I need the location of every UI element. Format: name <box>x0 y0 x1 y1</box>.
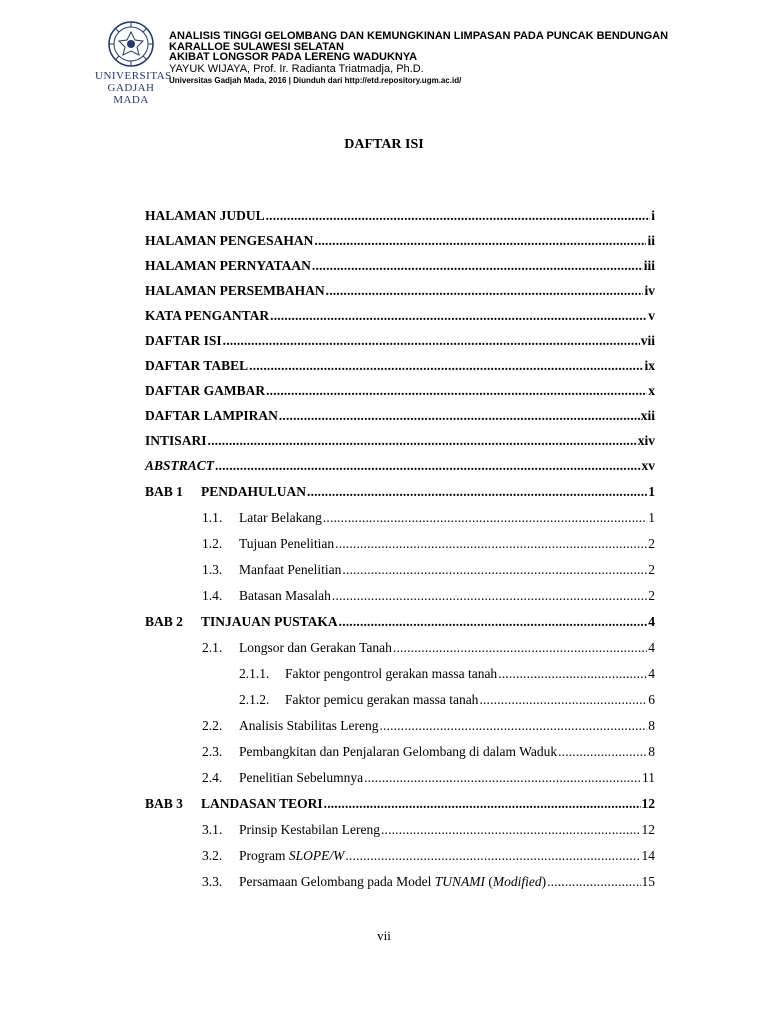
toc-label: Persamaan Gelombang pada Model <box>239 874 435 889</box>
toc-entry <box>145 308 655 324</box>
toc-section-number: 2.2. <box>202 718 223 733</box>
toc-chapter <box>145 614 655 630</box>
header-text <box>169 31 755 87</box>
header-title-line-2: KARALLOE SULAWESI SELATAN <box>169 40 344 53</box>
toc-entry <box>145 283 655 299</box>
toc-label: INTISARI <box>145 433 207 448</box>
toc-label: DAFTAR TABEL <box>145 358 249 373</box>
toc-label: PENDAHULUAN <box>201 484 307 499</box>
toc-page: 1 <box>648 484 655 499</box>
toc-leader <box>324 796 641 812</box>
toc-page: i <box>651 208 655 223</box>
toc-label: LANDASAN TEORI <box>201 796 323 811</box>
toc-label: Manfaat Penelitian <box>239 562 342 577</box>
toc-section-number: 2.4. <box>202 770 223 785</box>
toc-page: 4 <box>648 666 655 681</box>
toc-label: ABSTRACT <box>145 458 215 473</box>
toc-leader <box>215 458 640 474</box>
toc-label: HALAMAN JUDUL <box>145 208 265 223</box>
toc-page: xiv <box>637 433 655 448</box>
toc-page: 11 <box>642 770 655 785</box>
page-title: DAFTAR ISI <box>344 137 424 152</box>
toc-page: xv <box>641 458 655 473</box>
header-title-line-3: AKIBAT LONGSOR PADA LERENG WADUKNYA <box>169 51 418 63</box>
toc-leader <box>208 433 637 449</box>
toc-page: ix <box>644 358 655 373</box>
toc-label: Penelitian Sebelumnya <box>239 770 364 785</box>
toc-section-number: 1.4. <box>202 588 223 603</box>
toc-label: Latar Belakang <box>239 510 322 525</box>
toc-label: DAFTAR GAMBAR <box>145 383 266 398</box>
toc-section <box>202 848 655 864</box>
toc-leader <box>249 358 643 374</box>
toc-entry <box>145 458 655 474</box>
toc-section-number: 3.2. <box>202 848 223 863</box>
toc-section-number: 2.1. <box>202 640 223 655</box>
toc-chapter-number: BAB 2 <box>145 614 183 629</box>
toc-page: 12 <box>641 796 655 811</box>
toc-leader <box>498 666 647 682</box>
toc-chapter-number: BAB 1 <box>145 484 183 499</box>
toc-section-number: 3.3. <box>202 874 223 889</box>
toc-label: Faktor pengontrol gerakan massa tanah <box>285 666 498 681</box>
toc-section <box>202 562 655 578</box>
toc-page: 4 <box>648 640 655 655</box>
toc-leader <box>323 510 647 526</box>
toc-section <box>202 822 655 838</box>
toc-leader <box>381 822 641 838</box>
toc-leader <box>547 874 640 890</box>
toc-page: v <box>648 308 655 323</box>
toc-page: iii <box>643 258 655 273</box>
toc-label-paren-close: ) <box>541 874 547 889</box>
toc-label-italic: Modified <box>492 874 542 889</box>
toc-leader <box>332 588 647 604</box>
toc-page: 8 <box>648 744 655 759</box>
toc-entry <box>145 408 655 424</box>
toc-leader <box>312 258 643 274</box>
university-logo <box>95 20 172 106</box>
toc-page: 2 <box>648 588 655 603</box>
toc-label: HALAMAN PERSEMBAHAN <box>145 283 325 298</box>
toc-subsection-number: 2.1.1. <box>239 666 270 681</box>
toc-page: 2 <box>648 536 655 551</box>
toc-chapter-number: BAB 3 <box>145 796 183 811</box>
toc-subsection-number: 2.1.2. <box>239 692 270 707</box>
toc-label-paren-open: ( <box>484 874 493 889</box>
toc-leader <box>223 333 640 349</box>
toc-leader <box>379 718 647 734</box>
toc-leader <box>335 536 647 552</box>
toc-section-number: 1.2. <box>202 536 223 551</box>
toc-entry <box>145 333 655 349</box>
toc-leader <box>558 744 647 760</box>
toc-label: DAFTAR LAMPIRAN <box>145 408 278 423</box>
toc-leader <box>307 484 647 500</box>
toc-label: Tujuan Penelitian <box>239 536 335 551</box>
toc-leader <box>345 848 640 864</box>
toc-section-number: 2.3. <box>202 744 223 759</box>
toc-leader <box>479 692 647 708</box>
toc-chapter <box>145 484 655 500</box>
toc-leader <box>266 208 651 224</box>
toc-label: Pembangkitan dan Penjalaran Gelombang di dalam Waduk <box>239 744 558 759</box>
toc-entry <box>145 208 655 224</box>
toc-page: 2 <box>648 562 655 577</box>
toc-label: KATA PENGANTAR <box>145 308 270 323</box>
toc-leader <box>266 383 647 399</box>
toc-label: DAFTAR ISI <box>145 333 222 348</box>
toc-section-number: 1.1. <box>202 510 223 525</box>
toc-label: Prinsip Kestabilan Lereng <box>239 822 380 837</box>
document-header <box>95 20 755 106</box>
toc-page: xii <box>640 408 655 423</box>
toc-section <box>202 588 655 604</box>
toc-page: iv <box>644 283 655 298</box>
toc-section <box>202 718 655 734</box>
toc-page: 8 <box>648 718 655 733</box>
toc-leader <box>393 640 647 656</box>
toc-label: Analisis Stabilitas Lereng <box>239 718 379 733</box>
toc-page: 6 <box>648 692 655 707</box>
toc-leader <box>364 770 641 786</box>
toc-subsection <box>239 666 655 682</box>
toc-leader <box>314 233 646 249</box>
toc-label: Faktor pemicu gerakan massa tanah <box>285 692 479 707</box>
toc-page: 14 <box>641 848 655 863</box>
toc-entry <box>145 358 655 374</box>
ugm-seal-icon <box>107 20 155 68</box>
toc-page: vii <box>640 333 655 348</box>
toc-section <box>202 510 655 526</box>
toc-label: Program <box>239 848 289 863</box>
toc-label: TINJAUAN PUSTAKA <box>201 614 338 629</box>
header-title-line-1: ANALISIS TINGGI GELOMBANG DAN KEMUNGKINAN LIMPASAN PADA PUNCAK BENDUNGAN <box>169 30 669 42</box>
page-number: vii <box>377 928 391 943</box>
toc-leader <box>279 408 640 424</box>
toc-label-italic: SLOPE/W <box>288 848 345 863</box>
toc-page: 15 <box>641 874 655 889</box>
toc-leader <box>270 308 647 324</box>
toc-subsection <box>239 692 655 708</box>
header-authors: YAYUK WIJAYA, Prof. Ir. Radianta Triatmadja, Ph.D. <box>169 62 424 75</box>
toc-label: HALAMAN PENGESAHAN <box>145 233 314 248</box>
toc-page: ii <box>647 233 655 248</box>
toc-section <box>202 874 655 890</box>
toc-entry <box>145 383 655 399</box>
toc-label: Longsor dan Gerakan Tanah <box>239 640 392 655</box>
toc-leader <box>342 562 647 578</box>
toc-page: 12 <box>641 822 655 837</box>
toc-label-italic: TUNAMI <box>434 874 485 889</box>
logo-text-gadjah-mada: GADJAH MADA <box>107 82 155 106</box>
toc-section <box>202 770 655 786</box>
toc-page: x <box>648 383 655 398</box>
toc-section <box>202 536 655 552</box>
toc-section <box>202 744 655 760</box>
toc-entry <box>145 233 655 249</box>
toc-section <box>202 640 655 656</box>
header-source: Universitas Gadjah Mada, 2016 | Diunduh dari http://etd.repository.ugm.ac.id/ <box>169 75 462 85</box>
toc-leader <box>339 614 648 630</box>
toc-chapter <box>145 796 655 812</box>
toc-page: 1 <box>648 510 655 525</box>
toc-label: Batasan Masalah <box>239 588 331 603</box>
toc-section-number: 1.3. <box>202 562 223 577</box>
toc-label: HALAMAN PERNYATAAN <box>145 258 311 273</box>
toc-page: 4 <box>648 614 655 629</box>
toc-section-number: 3.1. <box>202 822 223 837</box>
toc-entry <box>145 433 655 449</box>
toc-entry <box>145 258 655 274</box>
logo-text-universitas: UNIVERSITAS <box>95 70 172 82</box>
toc-leader <box>326 283 644 299</box>
